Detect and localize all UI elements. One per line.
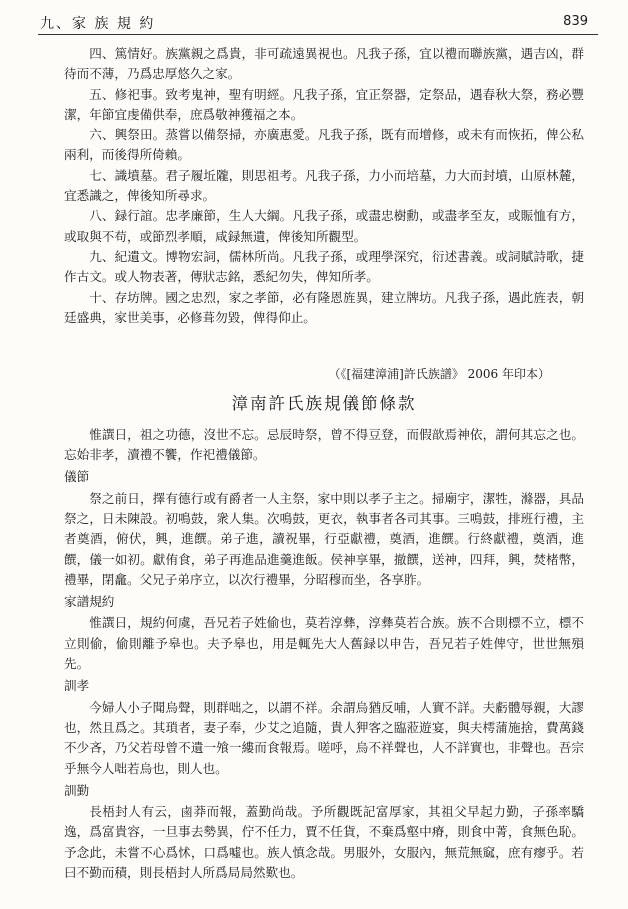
section-title: 漳南許氏族規儀節條款 bbox=[231, 394, 417, 414]
subheading-ritual: 儀節 bbox=[64, 469, 90, 485]
page-number: 839 bbox=[563, 14, 588, 29]
genealogy-rules-paragraph: 惟譔日，規約何虞，吾兄若子姓偷也，莫若淳彝，淳彝莫若合族。族不合則標不立，標不立則偷，偷則離予皋也。夫予皋也，用是輒先大人舊録以申告，吾兄若子姓俾守，世世無殞先。 bbox=[64, 615, 584, 672]
subheading-genealogy-rules: 家譜規約 bbox=[64, 594, 115, 610]
clause-9: 九、紀遺文。博物宏詞，儒林所尚。凡我子孫，或理學深究，衍述書義。或詞賦詩歌，捷作古文。或人物表著，傳狀志銘，悉紀勿失，俾知所孝。 bbox=[64, 248, 584, 285]
chapter-title: 九、家 族 規 約 bbox=[40, 16, 156, 32]
clause-10: 十、存坊牌。國之忠烈，家之孝節，必有隆恩旌異，建立牌坊。凡我子孫，遇此旌表，朝廷盛典，家世美事，必修葺勿毀，俾得仰止。 bbox=[64, 289, 584, 325]
subheading-filial-piety: 訓孝 bbox=[64, 678, 90, 694]
intro-paragraph: 惟譔日，祖之功德，沒世不忘。忌辰時祭，曾不得豆登，而假歆焉神依，謂何其忘之也。忘始非孝，瀆禮不饗，作祀禮儀節。 bbox=[64, 426, 584, 463]
clause-6: 六、興祭田。蒸嘗以備祭掃，亦廣惠愛。凡我子孫，既有而增修，或未有而恢拓，俾公私兩利，而後得所倚賴。 bbox=[64, 127, 584, 163]
body-text bbox=[64, 44, 584, 883]
clause-4: 四、篤情好。族黨親之爲貴，非可疏遠異視也。凡我子孫，宜以禮而聯族黨，遇吉凶，群待而不薄，乃爲忠厚悠久之家。 bbox=[64, 46, 584, 82]
clause-7: 七、識墳墓。君子履坵隴，則思祖考。凡我子孫，力小而培墓，力大而封墳，山原林麓，宜悉識之，俾後知所尋求。 bbox=[64, 167, 584, 204]
subheading-diligence: 訓勤 bbox=[64, 782, 90, 798]
clause-5: 五、修祀事。致考鬼神，聖有明經。凡我子孫，宜正祭器，定祭品，遇春秋大祭，務必豐潔，年節宜虔備供奉，庶爲敬神獲福之本。 bbox=[64, 86, 584, 122]
ritual-paragraph: 祭之前日，擇有德行或有爵者一人主祭，家中則以孝子主之。掃廟宇，潔牲，滌器，具品祭之，日未陳設。初鳴鼓，衆人集。次鳴鼓，更衣，執事者各司其事。三鳴鼓，排班行禮，主者奠酒，俯伏，興，進饌。弟子進，讀祝畢，行亞獻禮，奠酒，進饌。行終獻禮，奠酒，進饌，儀一如初。獻侑食，弟子再進品進羹進飯。侯神享畢，撤饌，送神，四拜，興，焚楮幣，禮畢，閉龕。父兄子弟序立，以次行禮畢，分昭穆而坐，各享胙。 bbox=[64, 490, 584, 587]
source-citation: （《[福建漳浦]許氏族譜》 2006 年印本） bbox=[328, 367, 550, 382]
diligence-paragraph: 長梧封人有云，鹵莽而報，蓋勤尚哉。予所觀既記富厚家，其祖父早起力勤，子孫率驕逸，爲富貴容，一旦事去勢異，佇不任力，賈不任貨，不棄爲壑中瘠，則食中菁，食無色恥。予念此，未嘗不心爲怵，口爲噓也。族人慎念哉。男服外，女服內，無荒無窳，庶有瘳乎。若曰不勤而積，則長梧封人所爲局局然歎也。 bbox=[64, 804, 584, 880]
filial-piety-paragraph: 今婦人小子聞烏聲，則群咄之，以謂不祥。余謂烏猶反哺，人實不詳。夫虧體辱親，大謬也，然且爲之。其瑣者，妻子奉，少艾之追隨，貴人狎客之臨蒞遊宴，與夫樗蒲施捨，費萬錢不少吝，乃父若母曾不遺一飧一縷而食報焉。嗟呼，烏不祥聲也，人不詳實也，非聲也。吾宗乎無今人咄若烏也，則人也。 bbox=[64, 699, 584, 776]
running-header bbox=[38, 10, 598, 35]
clause-8: 八、録行誼。忠孝廉節，生人大綱。凡我子孫，或盡忠樹勳，或盡孝至友，或賑恤有方，或取與不苟，或節烈孝順，咸録無遺，俾後知所觀型。 bbox=[64, 208, 584, 244]
